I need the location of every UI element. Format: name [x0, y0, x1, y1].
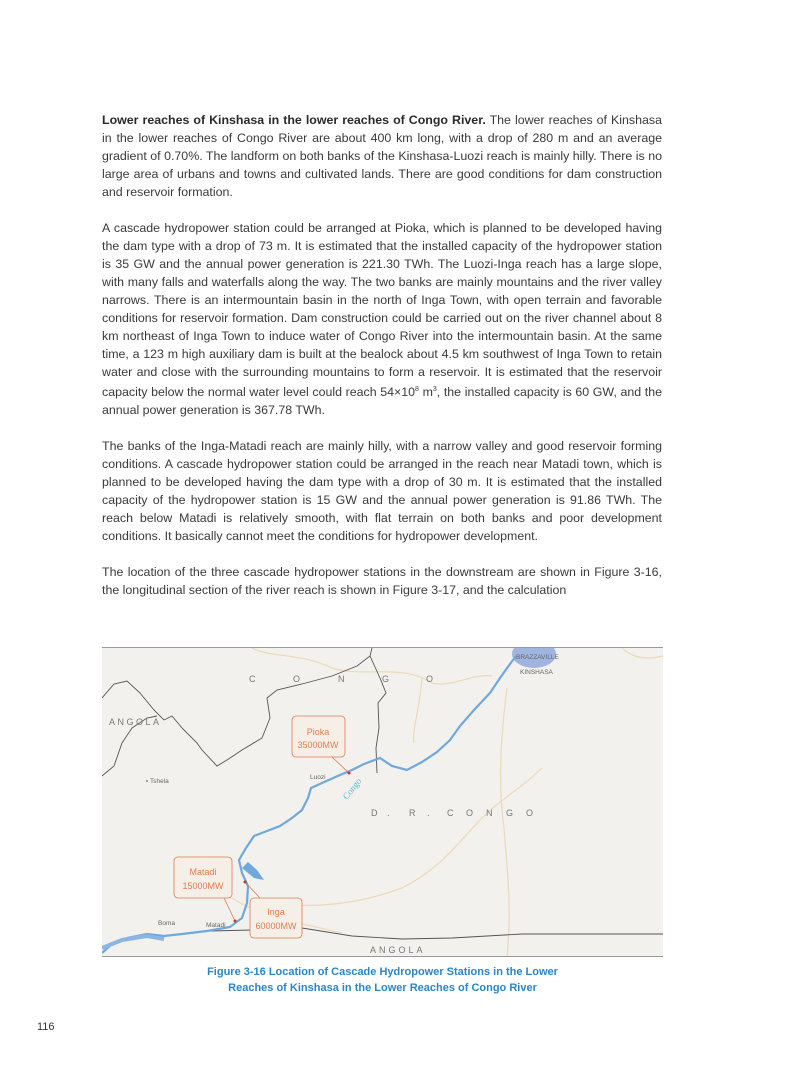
body-text [102, 111, 662, 617]
label-congo-c: C [249, 674, 257, 684]
paragraph-1-text: The lower reaches of Kinshasa in the lower reaches of Congo River are about 400 km long, with a drop of 280 m and an average gradient of 0.70%. The landform on both banks of the Kinshasa-Luozi reach is mainly hilly. There is no large area of urbans and towns and cultivated lands. There are good conditions for dam construction and reservoir formation. [102, 113, 662, 199]
matadi-capacity: 15000MW [182, 881, 224, 891]
label-brazzaville: BRAZZAVILLE [516, 654, 559, 661]
label-congo-o2: O [426, 674, 435, 684]
label-angola-s: ANGOLA [370, 945, 426, 955]
callout-pioka [292, 716, 351, 775]
label-congo-g: G [382, 674, 391, 684]
label-kinshasa: KINSHASA [520, 669, 553, 676]
label-luozi: Luozi [310, 774, 326, 781]
paragraph-2-text-b: m [418, 385, 433, 400]
pioka-name: Pioka [306, 727, 330, 737]
caption-line-2: Reaches of Kinshasa in the Lower Reaches of Congo River [228, 982, 537, 994]
congo-river [102, 656, 516, 953]
paragraph-2 [102, 219, 662, 419]
label-drc-o2: O [526, 808, 535, 818]
label-angola-nw: ANGOLA [109, 717, 162, 727]
label-drc-c: C [447, 808, 455, 818]
inga-name: Inga [267, 907, 285, 917]
label-drc-dot1: . [387, 808, 391, 818]
label-drc-r: R [409, 808, 417, 818]
label-drc-d: D [371, 808, 379, 818]
figure-map [102, 647, 663, 957]
label-congo-river: Congo [340, 776, 364, 802]
paragraph-4: The location of the three cascade hydropower stations in the downstream are shown in Figure 3-16, the longitudinal section of the river reach is shown in Figure 3-17, and the calculation [102, 565, 662, 598]
label-drc-g: G [506, 808, 515, 818]
inga-capacity: 60000MW [255, 921, 297, 931]
paragraph-1-heading: Lower reaches of Kinshasa in the lower reaches of Congo River. [102, 113, 486, 127]
label-drc-n: N [486, 808, 494, 818]
paragraph-3: The banks of the Inga-Matadi reach are mainly hilly, with a narrow valley and good reservoir forming conditions. A cascade hydropower station could be arranged in the reach near Matadi town, which is planned to be developed having the dam type with a drop of 30 m. It is estimated that the installed capacity of the hydropower station is 15 GW and the annual power generation is 91.86 TWh. The reach below Matadi is relatively smooth, with flat terrain on both banks and poor development conditions. It basically cannot meet the conditions for hydropower development. [102, 439, 662, 544]
paragraph-2-text-c: , the installed capacity is 60 GW, and the annual power generation is 367.78 TWh. [102, 385, 663, 418]
label-boma: Boma [158, 920, 175, 927]
river-delta [102, 936, 164, 948]
callout-inga [244, 881, 303, 939]
paragraph-2-text-a: A cascade hydropower station could be arranged at Pioka, which is planned to be developed having the dam type with a drop of 73 m. It is estimated that the installed capacity of the hydropower station is 35 GW and the annual power generation is 221.30 TWh. The Luozi-Inga reach has a large slope, with many falls and waterfalls along the way. The two banks are mainly mountains and the river valley narrows. There is an intermountain basin in the north of Inga Town, with open terrain and favorable conditions for reservoir formation. Dam construction could be carried out on the river channel about 8 km northeast of Inga Town to induce water of Congo River into the intermountain basin. At the same time, a 123 m high auxiliary dam is built at the bealock about 4.5 km southwest of Inga Town to retain water and close with the surrounding mountains to form a reservoir. It is estimated that the reservoir capacity below the normal water level could reach 54×10 [102, 221, 662, 400]
label-congo-n: N [338, 674, 346, 684]
figure-caption [102, 964, 663, 996]
caption-line-1: Figure 3-16 Location of Cascade Hydropower Stations in the Lower [207, 966, 558, 978]
callout-matadi [174, 857, 237, 923]
inga-reservoir [242, 862, 264, 880]
superscript-8: 8 [415, 386, 419, 393]
matadi-name: Matadi [189, 867, 217, 877]
label-tshela: Tshela [150, 778, 169, 785]
page-number: 116 [37, 1021, 55, 1033]
label-congo-o: O [293, 674, 302, 684]
paragraph-1 [102, 111, 662, 201]
superscript-3: 3 [432, 386, 437, 393]
label-drc-dot2: . [427, 808, 431, 818]
label-drc-o: O [466, 808, 475, 818]
pioka-capacity: 35000MW [297, 740, 339, 750]
label-matadi-town: Matadi [206, 922, 226, 929]
